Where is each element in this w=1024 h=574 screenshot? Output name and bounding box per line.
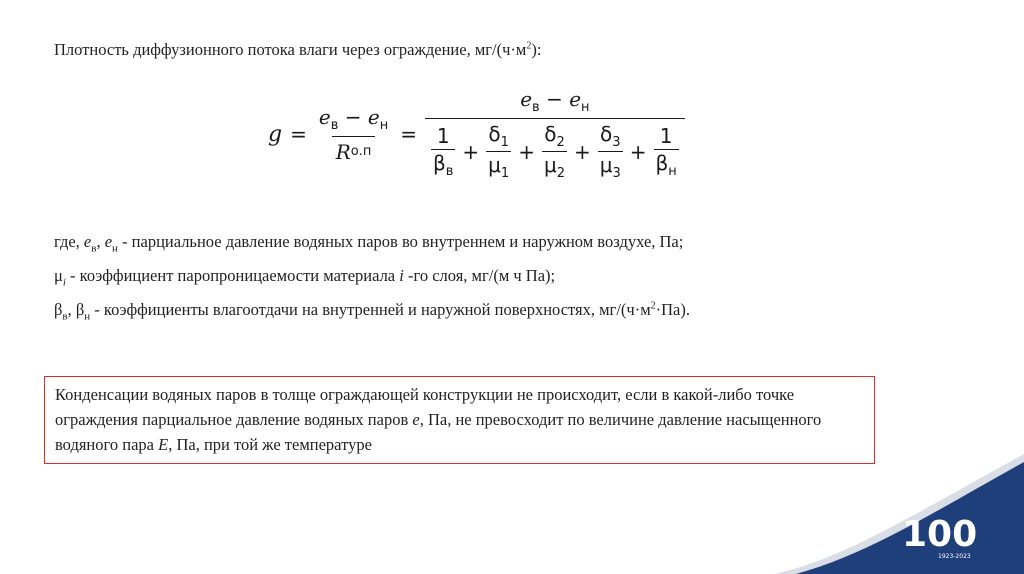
diffusion-flux-formula: g = $e_в - e_н$ R о.п = $e_в - e_н$ $\frac{1}{\beta_в}$ + $\frac{\delta_1}{\mu_1}$ + $\frac{\delta_2}{\mu_2}$ + $\frac{\delta_3}{\mu_3}$ + $\frac{1}{\beta_н}$ [268, 84, 685, 184]
formula-lhs: g [268, 121, 283, 147]
condensation-condition-box: Конденсации водяных паров в толще ограждающей конструкции не происходит, если в какой-либо точке ограждения парциальное давление водяных паров е, Па, не превосходит по величине давление насыщенного водяного пара Е, Па, при той же температуре [44, 376, 875, 464]
fraction-pressure-over-resistance: $e_в - e_н$ R о.п [318, 104, 389, 164]
definition-moisture-transfer: $\beta_в$, $\beta_н$ - коэффициенты влагоотдачи на внутренней и наружной поверхностях, $мг/(ч\cdot м^2\cdot Па)$. [54, 300, 690, 323]
svg-text:100: 100 [902, 514, 978, 555]
heading: Плотность диффузионного потока влаги через ограждение, $мг/(ч\cdot м^2)$: [54, 40, 542, 59]
fraction-pressure-over-sum: $e_в - e_н$ $\frac{1}{\beta_в}$ + $\frac{\delta_1}{\mu_1}$ + $\frac{\delta_2}{\mu_2}$ + $\frac{\delta_3}{\mu_3}$ + $\frac{1}{\beta_н}$ [425, 87, 685, 181]
anniversary-logo [900, 512, 1012, 560]
definition-permeability: $\mu_i$ - коэффициент паропроницаемости материала i -го слоя, мг/(м ч Па); [54, 266, 556, 289]
definition-partial-pressure: где, $e_в$, $e_н$ - парциальное давление водяных паров во внутреннем и наружном воздухе, Па; [54, 232, 684, 255]
svg-text:1923-2023: 1923-2023 [938, 553, 971, 560]
